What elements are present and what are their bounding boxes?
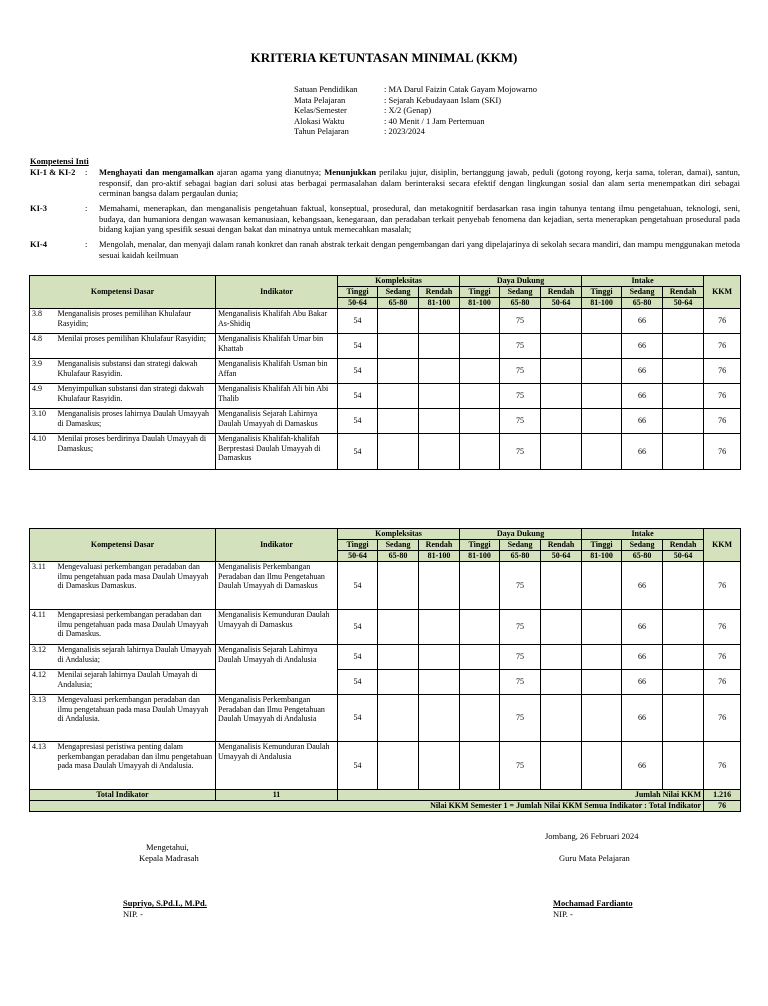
identity-block <box>294 84 537 137</box>
value-intake: 66 <box>622 334 663 359</box>
kd-number: 3.11 <box>30 562 56 610</box>
value-kkm: 76 <box>704 359 741 384</box>
value-intake: 66 <box>622 670 663 695</box>
value-kompleksitas: 54 <box>338 309 378 334</box>
empty-cell <box>378 610 419 645</box>
header-rendah: Rendah <box>541 287 582 298</box>
indikator-text: Menganalisis Khalifah Umar bin Khattab <box>216 334 338 359</box>
empty-cell <box>378 742 419 790</box>
empty-cell <box>419 434 460 470</box>
empty-cell <box>419 309 460 334</box>
empty-cell <box>541 670 582 695</box>
empty-cell <box>663 645 704 670</box>
empty-cell <box>582 409 622 434</box>
ki-text-part: perilaku jujur, disiplin, bertanggung jawab, peduli (gotong royong, kerja sama, toleran, damai), santun, responsif, dan pro-aktif sebagai bagian dari solusi atas berbagai permasalahan dalam berinteraksi secara efektif dengan lingkungan sosial dan alam serta menempatkan diri sebagai cerminan bangsa dalam pergaulan dunia; <box>99 167 741 199</box>
value-intake: 66 <box>622 409 663 434</box>
ki-text: Mengolah, menalar, dan menyaji dalam ranah konkret dan ranah abstrak terkait dengan pengembangan dari yang dipelajarinya di sekolah secara mandiri, dan mampu menggunakan metoda sesuai kaidah keilmuan <box>99 239 740 260</box>
empty-cell <box>378 309 419 334</box>
header-sedang: Sedang <box>378 540 419 551</box>
empty-cell <box>582 309 622 334</box>
identity-value: : Sejarah Kebudayaan Islam (SKI) <box>384 94 502 105</box>
empty-cell <box>419 645 460 670</box>
indikator-text: Menganalisis Khalifah-khalifah Berprestasi Daulah Umayyah di Damaskus <box>216 434 338 470</box>
header-range: 81-100 <box>582 551 622 562</box>
value-kkm: 76 <box>704 434 741 470</box>
ki-bold-phrase: Menunjukkan <box>324 167 377 177</box>
identity-label: Alokasi Waktu <box>294 115 345 126</box>
empty-cell <box>419 695 460 742</box>
table-row <box>30 645 741 670</box>
kd-number: 3.13 <box>30 695 56 742</box>
acknowledge-label: Mengetahui, <box>146 842 189 852</box>
kd-text: Mengevaluasi perkembangan peradaban dan ilmu pengetahuan pada masa Daulah Umayyah di Damaskus Damaskus. <box>56 562 216 610</box>
kd-number: 3.12 <box>30 645 56 670</box>
value-kkm: 76 <box>704 334 741 359</box>
header-range: 50-64 <box>338 551 378 562</box>
header-daya-dukung: Daya Dukung <box>460 529 582 540</box>
header-intake: Intake <box>582 529 704 540</box>
empty-cell <box>378 409 419 434</box>
indikator-text: Menganalisis Kemunduran Daulah Umayyah di Damaskus <box>216 610 338 645</box>
place-date: Jombang, 26 Februari 2024 <box>545 831 639 841</box>
header-indikator: Indikator <box>216 529 338 562</box>
header-range: 65-80 <box>500 298 541 309</box>
empty-cell <box>541 645 582 670</box>
kd-number: 3.8 <box>30 309 56 334</box>
identity-row <box>294 126 537 137</box>
header-sedang: Sedang <box>622 287 663 298</box>
kd-text: Menganalisis proses pemilihan Khulafaur Rasyidin; <box>56 309 216 334</box>
header-tinggi: Tinggi <box>460 287 500 298</box>
value-kompleksitas: 54 <box>338 334 378 359</box>
ki-row-3 <box>30 203 740 235</box>
header-range: 50-64 <box>663 298 704 309</box>
header-range: 65-80 <box>378 298 419 309</box>
jumlah-nilai-value: 1.216 <box>704 790 741 801</box>
identity-value: : 40 Menit / 1 Jam Pertemuan <box>384 115 485 126</box>
header-row <box>30 276 741 287</box>
value-daya-dukung: 75 <box>500 359 541 384</box>
value-kompleksitas: 54 <box>338 670 378 695</box>
header-kompleksitas: Kompleksitas <box>338 529 460 540</box>
empty-cell <box>541 562 582 610</box>
empty-cell <box>460 742 500 790</box>
empty-cell <box>582 434 622 470</box>
value-kkm: 76 <box>704 610 741 645</box>
empty-cell <box>582 384 622 409</box>
empty-cell <box>460 610 500 645</box>
header-rendah: Rendah <box>663 287 704 298</box>
identity-label: Kelas/Semester <box>294 105 347 116</box>
empty-cell <box>663 334 704 359</box>
value-intake: 66 <box>622 562 663 610</box>
header-kkm: KKM <box>704 276 741 309</box>
teacher-role: Guru Mata Pelajaran <box>559 853 630 863</box>
empty-cell <box>378 645 419 670</box>
empty-cell <box>663 562 704 610</box>
empty-cell <box>582 610 622 645</box>
empty-cell <box>378 562 419 610</box>
empty-cell <box>460 409 500 434</box>
empty-cell <box>378 334 419 359</box>
header-rendah: Rendah <box>419 287 460 298</box>
header-tinggi: Tinggi <box>582 287 622 298</box>
empty-cell <box>460 359 500 384</box>
header-rendah: Rendah <box>541 540 582 551</box>
table-row <box>30 695 741 742</box>
empty-cell <box>663 309 704 334</box>
header-range: 65-80 <box>500 551 541 562</box>
kd-text: Menilai proses berdirinya Daulah Umayyah di Damaskus; <box>56 434 216 470</box>
empty-cell <box>663 695 704 742</box>
empty-cell <box>582 562 622 610</box>
empty-cell <box>663 670 704 695</box>
header-range: 81-100 <box>460 298 500 309</box>
value-kompleksitas: 54 <box>338 695 378 742</box>
kd-text: Menyimpulkan substansi dan strategi dakwah Khulafaur Rasyidin. <box>56 384 216 409</box>
value-daya-dukung: 75 <box>500 670 541 695</box>
empty-cell <box>663 742 704 790</box>
teacher-name: Mochamad Fardianto <box>553 898 633 908</box>
empty-cell <box>663 384 704 409</box>
value-daya-dukung: 75 <box>500 610 541 645</box>
semester-kkm-value: 76 <box>704 801 741 812</box>
value-kkm: 76 <box>704 309 741 334</box>
semester-row <box>30 801 741 812</box>
empty-cell <box>460 645 500 670</box>
empty-cell <box>663 434 704 470</box>
empty-cell <box>541 434 582 470</box>
header-tinggi: Tinggi <box>460 540 500 551</box>
ki-row-4 <box>30 239 740 260</box>
empty-cell <box>541 359 582 384</box>
value-kkm: 76 <box>704 742 741 790</box>
value-kompleksitas: 54 <box>338 384 378 409</box>
header-sedang: Sedang <box>378 287 419 298</box>
identity-label: Satuan Pendidikan <box>294 84 358 94</box>
table-row <box>30 359 741 384</box>
empty-cell <box>419 742 460 790</box>
empty-cell <box>460 309 500 334</box>
empty-cell <box>460 695 500 742</box>
principal-name: Supriyo, S.Pd.I., M.Pd. <box>123 898 207 908</box>
header-indikator: Indikator <box>216 276 338 309</box>
value-kkm: 76 <box>704 384 741 409</box>
kd-number: 3.9 <box>30 359 56 384</box>
total-indikator-value: 11 <box>216 790 338 801</box>
kd-text: Menilai proses pemilihan Khulafaur Rasyidin; <box>56 334 216 359</box>
empty-cell <box>419 610 460 645</box>
header-rendah: Rendah <box>663 540 704 551</box>
indikator-text: Menganalisis Sejarah Lahirnya Daulah Umayyah di Damaskus <box>216 409 338 434</box>
header-range: 81-100 <box>419 551 460 562</box>
kkm-table-1 <box>29 275 741 470</box>
indikator-text: Menganalisis Perkembangan Peradaban dan Ilmu Pengetahuan Daulah Umayyah di Andalusia <box>216 695 338 742</box>
empty-cell <box>460 562 500 610</box>
empty-cell <box>541 309 582 334</box>
empty-cell <box>419 409 460 434</box>
empty-cell <box>378 670 419 695</box>
value-daya-dukung: 75 <box>500 384 541 409</box>
value-intake: 66 <box>622 695 663 742</box>
empty-cell <box>541 409 582 434</box>
value-daya-dukung: 75 <box>500 742 541 790</box>
header-kkm: KKM <box>704 529 741 562</box>
table-row <box>30 434 741 470</box>
empty-cell <box>419 670 460 695</box>
value-kkm: 76 <box>704 562 741 610</box>
identity-row <box>294 116 537 127</box>
empty-cell <box>460 434 500 470</box>
ki-text-part: ajaran agama yang dianutnya; <box>213 167 325 177</box>
value-intake: 66 <box>622 742 663 790</box>
value-intake: 66 <box>622 610 663 645</box>
value-kompleksitas: 54 <box>338 610 378 645</box>
identity-value: : 2023/2024 <box>384 126 425 137</box>
value-kompleksitas: 54 <box>338 645 378 670</box>
table-row <box>30 742 741 790</box>
principal-nip: NIP. - <box>123 909 143 919</box>
value-intake: 66 <box>622 359 663 384</box>
table-row <box>30 610 741 645</box>
header-sedang: Sedang <box>500 287 541 298</box>
header-kd: Kompetensi Dasar <box>30 276 216 309</box>
empty-cell <box>541 334 582 359</box>
value-kkm: 76 <box>704 409 741 434</box>
empty-cell <box>419 384 460 409</box>
kd-number: 4.13 <box>30 742 56 790</box>
kd-number: 4.11 <box>30 610 56 645</box>
table-row <box>30 409 741 434</box>
header-range: 81-100 <box>460 551 500 562</box>
empty-cell <box>541 695 582 742</box>
ki-code: KI-3 <box>30 203 47 213</box>
header-daya-dukung: Daya Dukung <box>460 276 582 287</box>
header-rendah: Rendah <box>419 540 460 551</box>
ki-colon: : <box>85 167 88 177</box>
header-range: 81-100 <box>582 298 622 309</box>
empty-cell <box>378 384 419 409</box>
empty-cell <box>582 670 622 695</box>
kd-number: 3.10 <box>30 409 56 434</box>
indikator-text: Menganalisis Kemunduran Daulah Umayyah di Andalusia <box>216 742 338 790</box>
indikator-text: Menganalisis Sejarah Lahirnya Daulah Umayyah di Andalusia <box>216 645 338 695</box>
empty-cell <box>582 334 622 359</box>
kd-text: Menganalisis substansi dan strategi dakwah Khulafaur Rasyidin. <box>56 359 216 384</box>
header-range: 65-80 <box>622 551 663 562</box>
ki-code: KI-1 & KI-2 <box>30 167 76 177</box>
empty-cell <box>419 334 460 359</box>
value-daya-dukung: 75 <box>500 562 541 610</box>
indikator-text: Menganalisis Khalifah Usman bin Affan <box>216 359 338 384</box>
value-kompleksitas: 54 <box>338 562 378 610</box>
value-kkm: 76 <box>704 645 741 670</box>
value-kkm: 76 <box>704 670 741 695</box>
kd-text: Mengapresiasi peristiwa penting dalam perkembangan peradaban dan ilmu pengetahuan pada masa Daulah Umayyah di Andalusia. <box>56 742 216 790</box>
header-range: 50-64 <box>541 298 582 309</box>
empty-cell <box>541 610 582 645</box>
empty-cell <box>419 359 460 384</box>
table-row <box>30 334 741 359</box>
empty-cell <box>663 610 704 645</box>
header-range: 50-64 <box>338 298 378 309</box>
teacher-nip: NIP. - <box>553 909 573 919</box>
kd-number: 4.12 <box>30 670 56 695</box>
empty-cell <box>378 359 419 384</box>
empty-cell <box>582 359 622 384</box>
indikator-text: Menganalisis Khalifah Ali bin Abi Thalib <box>216 384 338 409</box>
header-tinggi: Tinggi <box>338 287 378 298</box>
ki-code: KI-4 <box>30 239 47 249</box>
kd-text: Mengevaluasi perkembangan peradaban dan ilmu pengetahuan pada masa Daulah Umayyah di Andalusia. <box>56 695 216 742</box>
kd-number: 4.8 <box>30 334 56 359</box>
empty-cell <box>541 742 582 790</box>
table-row <box>30 670 741 695</box>
header-intake: Intake <box>582 276 704 287</box>
header-range: 65-80 <box>622 298 663 309</box>
value-intake: 66 <box>622 309 663 334</box>
kd-text: Menganalisis proses lahirnya Daulah Umayyah di Damaskus; <box>56 409 216 434</box>
identity-label: Mata Pelajaran <box>294 94 346 105</box>
identity-label: Tahun Pelajaran <box>294 126 349 137</box>
identity-value: : MA Darul Faizin Catak Gayam Mojowarno <box>384 84 537 94</box>
value-kompleksitas: 54 <box>338 409 378 434</box>
ki-colon: : <box>85 239 88 249</box>
empty-cell <box>460 334 500 359</box>
table-row <box>30 384 741 409</box>
value-intake: 66 <box>622 645 663 670</box>
empty-cell <box>378 434 419 470</box>
empty-cell <box>419 562 460 610</box>
value-kompleksitas: 54 <box>338 359 378 384</box>
jumlah-nilai-label: Jumlah Nilai KKM <box>338 790 704 801</box>
value-daya-dukung: 75 <box>500 434 541 470</box>
ki-row-1-2 <box>30 167 740 199</box>
value-kompleksitas: 54 <box>338 434 378 470</box>
header-range: 65-80 <box>378 551 419 562</box>
value-daya-dukung: 75 <box>500 409 541 434</box>
empty-cell <box>582 645 622 670</box>
ki-colon: : <box>85 203 88 213</box>
header-row <box>30 529 741 540</box>
indikator-text: Menganalisis Khalifah Abu Bakar As-Shidiq <box>216 309 338 334</box>
kd-number: 4.10 <box>30 434 56 470</box>
value-intake: 66 <box>622 434 663 470</box>
total-indikator-label: Total Indikator <box>30 790 216 801</box>
value-kkm: 76 <box>704 695 741 742</box>
identity-row <box>294 95 537 106</box>
identity-row <box>294 105 537 116</box>
total-row <box>30 790 741 801</box>
empty-cell <box>460 384 500 409</box>
kd-number: 4.9 <box>30 384 56 409</box>
ki-text: Memahami, menerapkan, dan menganalisis pengetahuan faktual, konseptual, prosedural, dan metakognitif berdasarkan rasa ingin tahunya tentang ilmu pengetahuan, teknologi, seni, budaya, dan humaniora dengan wawasan kemanusiaan, kebangsaan, kenegaraan, dan peradaban terkait penyebab fenomena dan kejadian, serta menerapkan pengetahuan prosedural pada bidang kajian yang spesifik sesuai dengan bakat dan minatnya untuk memecahkan masalah; <box>99 203 740 235</box>
empty-cell <box>460 670 500 695</box>
value-kompleksitas: 54 <box>338 742 378 790</box>
header-sedang: Sedang <box>622 540 663 551</box>
value-daya-dukung: 75 <box>500 645 541 670</box>
kkm-table-2 <box>29 528 741 812</box>
empty-cell <box>663 359 704 384</box>
ki-heading: Kompetensi Inti <box>30 156 89 166</box>
header-tinggi: Tinggi <box>338 540 378 551</box>
empty-cell <box>582 742 622 790</box>
table-row <box>30 309 741 334</box>
identity-row <box>294 84 537 95</box>
value-intake: 66 <box>622 384 663 409</box>
value-daya-dukung: 75 <box>500 334 541 359</box>
value-daya-dukung: 75 <box>500 309 541 334</box>
indikator-text: Menganalisis Perkembangan Peradaban dan Ilmu Pengetahuan Daulah Umayyah di Damaskus <box>216 562 338 610</box>
semester-kkm-label: Nilai KKM Semester 1 = Jumlah Nilai KKM Semua Indikator : Total Indikator <box>30 801 704 812</box>
header-range: 50-64 <box>541 551 582 562</box>
header-range: 50-64 <box>663 551 704 562</box>
empty-cell <box>582 695 622 742</box>
table-row <box>30 562 741 610</box>
empty-cell <box>378 695 419 742</box>
empty-cell <box>541 384 582 409</box>
kd-text: Menilai sejarah lahirnya Daulah Umayah di Andalusia; <box>56 670 216 695</box>
kd-text: Mengapresiasi perkembangan peradaban dan ilmu pengetahuan pada masa Daulah Umayyah di Damaskus. <box>56 610 216 645</box>
principal-role: Kepala Madrasah <box>139 853 199 863</box>
header-sedang: Sedang <box>500 540 541 551</box>
kd-text: Menganalisis sejarah lahirnya Daulah Umayyah di Andalusia; <box>56 645 216 670</box>
identity-value: : X/2 (Genap) <box>384 105 432 116</box>
header-range: 81-100 <box>419 298 460 309</box>
document-title: KRITERIA KETUNTASAN MINIMAL (KKM) <box>250 50 518 65</box>
header-kompleksitas: Kompleksitas <box>338 276 460 287</box>
ki-bold-phrase: Menghayati dan mengamalkan <box>99 167 214 177</box>
ki-text <box>99 167 740 199</box>
header-tinggi: Tinggi <box>582 540 622 551</box>
empty-cell <box>663 409 704 434</box>
value-daya-dukung: 75 <box>500 695 541 742</box>
header-kd: Kompetensi Dasar <box>30 529 216 562</box>
